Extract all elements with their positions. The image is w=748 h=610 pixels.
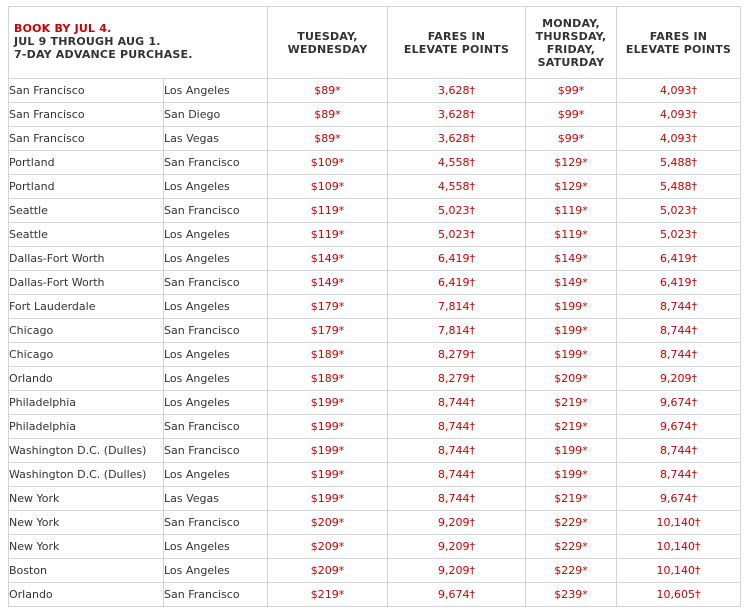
points-mon-sat: 9,674† <box>617 487 741 511</box>
origin-city: Orlando <box>9 583 164 607</box>
destination-city: Los Angeles <box>164 223 268 247</box>
table-row <box>9 103 741 127</box>
points-mon-sat: 8,744† <box>617 319 741 343</box>
destination-city: Los Angeles <box>164 391 268 415</box>
points-mon-sat: 5,023† <box>617 223 741 247</box>
table-row <box>9 511 741 535</box>
table-row <box>9 151 741 175</box>
col-header-points-mon-sat <box>617 7 741 79</box>
points-mon-sat: 4,093† <box>617 127 741 151</box>
table-row <box>9 391 741 415</box>
fare-mon-sat: $229* <box>526 511 617 535</box>
points-mon-sat: 9,674† <box>617 415 741 439</box>
table-row <box>9 319 741 343</box>
origin-city: Dallas-Fort Worth <box>9 271 164 295</box>
points-tue-wed: 7,814† <box>388 295 526 319</box>
origin-city: Orlando <box>9 367 164 391</box>
promo-header <box>9 7 268 79</box>
points-mon-sat: 10,140† <box>617 535 741 559</box>
origin-city: Chicago <box>9 343 164 367</box>
table-row <box>9 223 741 247</box>
points-tue-wed: 8,744† <box>388 463 526 487</box>
destination-city: San Francisco <box>164 199 268 223</box>
table-row <box>9 79 741 103</box>
destination-city: Los Angeles <box>164 295 268 319</box>
fare-tue-wed: $209* <box>268 559 388 583</box>
col-header-tue-wed-line2: WEDNESDAY <box>287 42 368 56</box>
fare-mon-sat: $219* <box>526 391 617 415</box>
origin-city: San Francisco <box>9 127 164 151</box>
points-mon-sat: 6,419† <box>617 271 741 295</box>
points-tue-wed: 8,279† <box>388 343 526 367</box>
points-tue-wed: 3,628† <box>388 79 526 103</box>
points-tue-wed: 5,023† <box>388 223 526 247</box>
points-mon-sat: 5,488† <box>617 175 741 199</box>
table-row <box>9 583 741 607</box>
fare-mon-sat: $239* <box>526 583 617 607</box>
fare-tue-wed: $219* <box>268 583 388 607</box>
fare-table <box>8 6 741 607</box>
destination-city: Los Angeles <box>164 367 268 391</box>
destination-city: San Francisco <box>164 511 268 535</box>
points-tue-wed: 4,558† <box>388 175 526 199</box>
origin-city: New York <box>9 487 164 511</box>
origin-city: Fort Lauderdale <box>9 295 164 319</box>
fare-tue-wed: $189* <box>268 367 388 391</box>
points-mon-sat: 10,140† <box>617 559 741 583</box>
destination-city: Los Angeles <box>164 463 268 487</box>
points-tue-wed: 8,279† <box>388 367 526 391</box>
fare-tue-wed: $199* <box>268 439 388 463</box>
points-mon-sat: 8,744† <box>617 343 741 367</box>
table-row <box>9 439 741 463</box>
fare-mon-sat: $99* <box>526 103 617 127</box>
points-tue-wed: 9,209† <box>388 511 526 535</box>
points-mon-sat: 8,744† <box>617 463 741 487</box>
points-tue-wed: 4,558† <box>388 151 526 175</box>
fare-mon-sat: $99* <box>526 79 617 103</box>
origin-city: Seattle <box>9 199 164 223</box>
col-header-mon-sat-line2: THURSDAY, <box>535 29 607 43</box>
origin-city: Washington D.C. (Dulles) <box>9 463 164 487</box>
destination-city: Los Angeles <box>164 247 268 271</box>
fare-tue-wed: $109* <box>268 151 388 175</box>
points-tue-wed: 8,744† <box>388 487 526 511</box>
fare-tue-wed: $209* <box>268 511 388 535</box>
fare-mon-sat: $149* <box>526 271 617 295</box>
fare-tue-wed: $209* <box>268 535 388 559</box>
origin-city: Boston <box>9 559 164 583</box>
destination-city: San Francisco <box>164 271 268 295</box>
origin-city: Philadelphia <box>9 415 164 439</box>
fare-tue-wed: $179* <box>268 295 388 319</box>
fare-mon-sat: $99* <box>526 127 617 151</box>
table-row <box>9 487 741 511</box>
destination-city: Los Angeles <box>164 79 268 103</box>
points-tue-wed: 8,744† <box>388 439 526 463</box>
points-tue-wed: 9,674† <box>388 583 526 607</box>
origin-city: Portland <box>9 175 164 199</box>
fare-mon-sat: $219* <box>526 415 617 439</box>
fare-tue-wed: $199* <box>268 463 388 487</box>
points-mon-sat: 5,488† <box>617 151 741 175</box>
origin-city: San Francisco <box>9 103 164 127</box>
fare-mon-sat: $199* <box>526 463 617 487</box>
fare-mon-sat: $229* <box>526 535 617 559</box>
promo-book-by: BOOK BY JUL 4. <box>14 21 112 35</box>
points-tue-wed: 7,814† <box>388 319 526 343</box>
fare-mon-sat: $199* <box>526 439 617 463</box>
fare-tue-wed: $199* <box>268 391 388 415</box>
table-row <box>9 367 741 391</box>
points-mon-sat: 10,140† <box>617 511 741 535</box>
points-mon-sat: 6,419† <box>617 247 741 271</box>
fare-mon-sat: $199* <box>526 295 617 319</box>
destination-city: San Francisco <box>164 439 268 463</box>
fare-tue-wed: $149* <box>268 247 388 271</box>
origin-city: Philadelphia <box>9 391 164 415</box>
points-mon-sat: 8,744† <box>617 439 741 463</box>
fare-mon-sat: $229* <box>526 559 617 583</box>
points-tue-wed: 6,419† <box>388 271 526 295</box>
destination-city: San Francisco <box>164 583 268 607</box>
header-row <box>9 7 741 79</box>
points-mon-sat: 9,674† <box>617 391 741 415</box>
fare-tue-wed: $119* <box>268 223 388 247</box>
fare-mon-sat: $199* <box>526 319 617 343</box>
points-mon-sat: 9,209† <box>617 367 741 391</box>
fare-tue-wed: $149* <box>268 271 388 295</box>
origin-city: New York <box>9 511 164 535</box>
points-tue-wed: 3,628† <box>388 127 526 151</box>
origin-city: Chicago <box>9 319 164 343</box>
table-row <box>9 535 741 559</box>
table-row <box>9 415 741 439</box>
fare-mon-sat: $119* <box>526 223 617 247</box>
col-header-mon-sat <box>526 7 617 79</box>
points-tue-wed: 6,419† <box>388 247 526 271</box>
points-tue-wed: 3,628† <box>388 103 526 127</box>
points-tue-wed: 8,744† <box>388 391 526 415</box>
fare-tue-wed: $199* <box>268 415 388 439</box>
points-mon-sat: 10,605† <box>617 583 741 607</box>
destination-city: Las Vegas <box>164 487 268 511</box>
destination-city: Los Angeles <box>164 175 268 199</box>
table-row <box>9 271 741 295</box>
col-header-points-2-line2: ELEVATE POINTS <box>625 42 732 56</box>
points-mon-sat: 4,093† <box>617 79 741 103</box>
fare-mon-sat: $199* <box>526 343 617 367</box>
fare-mon-sat: $129* <box>526 151 617 175</box>
col-header-points-1-line2: ELEVATE POINTS <box>403 42 510 56</box>
col-header-mon-sat-line1: MONDAY, <box>542 16 600 30</box>
promo-advance-purchase: 7-DAY ADVANCE PURCHASE. <box>14 47 193 61</box>
points-mon-sat: 4,093† <box>617 103 741 127</box>
fare-tue-wed: $189* <box>268 343 388 367</box>
destination-city: San Diego <box>164 103 268 127</box>
table-row <box>9 175 741 199</box>
destination-city: San Francisco <box>164 319 268 343</box>
origin-city: Seattle <box>9 223 164 247</box>
fare-tue-wed: $109* <box>268 175 388 199</box>
col-header-points-tue-wed <box>388 7 526 79</box>
destination-city: Los Angeles <box>164 559 268 583</box>
origin-city: Portland <box>9 151 164 175</box>
destination-city: San Francisco <box>164 415 268 439</box>
table-row <box>9 127 741 151</box>
promo-travel-dates: JUL 9 THROUGH AUG 1. <box>14 34 161 48</box>
table-row <box>9 463 741 487</box>
origin-city: Washington D.C. (Dulles) <box>9 439 164 463</box>
origin-city: Dallas-Fort Worth <box>9 247 164 271</box>
origin-city: New York <box>9 535 164 559</box>
fare-tue-wed: $199* <box>268 487 388 511</box>
origin-city: San Francisco <box>9 79 164 103</box>
fare-mon-sat: $219* <box>526 487 617 511</box>
fare-rows <box>9 79 741 607</box>
fare-mon-sat: $209* <box>526 367 617 391</box>
points-mon-sat: 8,744† <box>617 295 741 319</box>
col-header-points-2-line1: FARES IN <box>649 29 708 43</box>
points-tue-wed: 9,209† <box>388 559 526 583</box>
points-tue-wed: 5,023† <box>388 199 526 223</box>
table-row <box>9 343 741 367</box>
points-tue-wed: 8,744† <box>388 415 526 439</box>
fare-tue-wed: $89* <box>268 127 388 151</box>
destination-city: Los Angeles <box>164 535 268 559</box>
col-header-mon-sat-line4: SATURDAY <box>537 55 605 69</box>
fare-mon-sat: $149* <box>526 247 617 271</box>
table-row <box>9 295 741 319</box>
destination-city: San Francisco <box>164 151 268 175</box>
points-mon-sat: 5,023† <box>617 199 741 223</box>
col-header-tue-wed-line1: TUESDAY, <box>297 29 358 43</box>
table-row <box>9 199 741 223</box>
destination-city: Las Vegas <box>164 127 268 151</box>
points-tue-wed: 9,209† <box>388 535 526 559</box>
fare-tue-wed: $179* <box>268 319 388 343</box>
table-row <box>9 559 741 583</box>
col-header-tue-wed <box>268 7 388 79</box>
fare-tue-wed: $119* <box>268 199 388 223</box>
fare-tue-wed: $89* <box>268 79 388 103</box>
fare-mon-sat: $119* <box>526 199 617 223</box>
table-row <box>9 247 741 271</box>
fare-mon-sat: $129* <box>526 175 617 199</box>
col-header-points-1-line1: FARES IN <box>427 29 486 43</box>
col-header-mon-sat-line3: FRIDAY, <box>546 42 596 56</box>
destination-city: Los Angeles <box>164 343 268 367</box>
fare-tue-wed: $89* <box>268 103 388 127</box>
